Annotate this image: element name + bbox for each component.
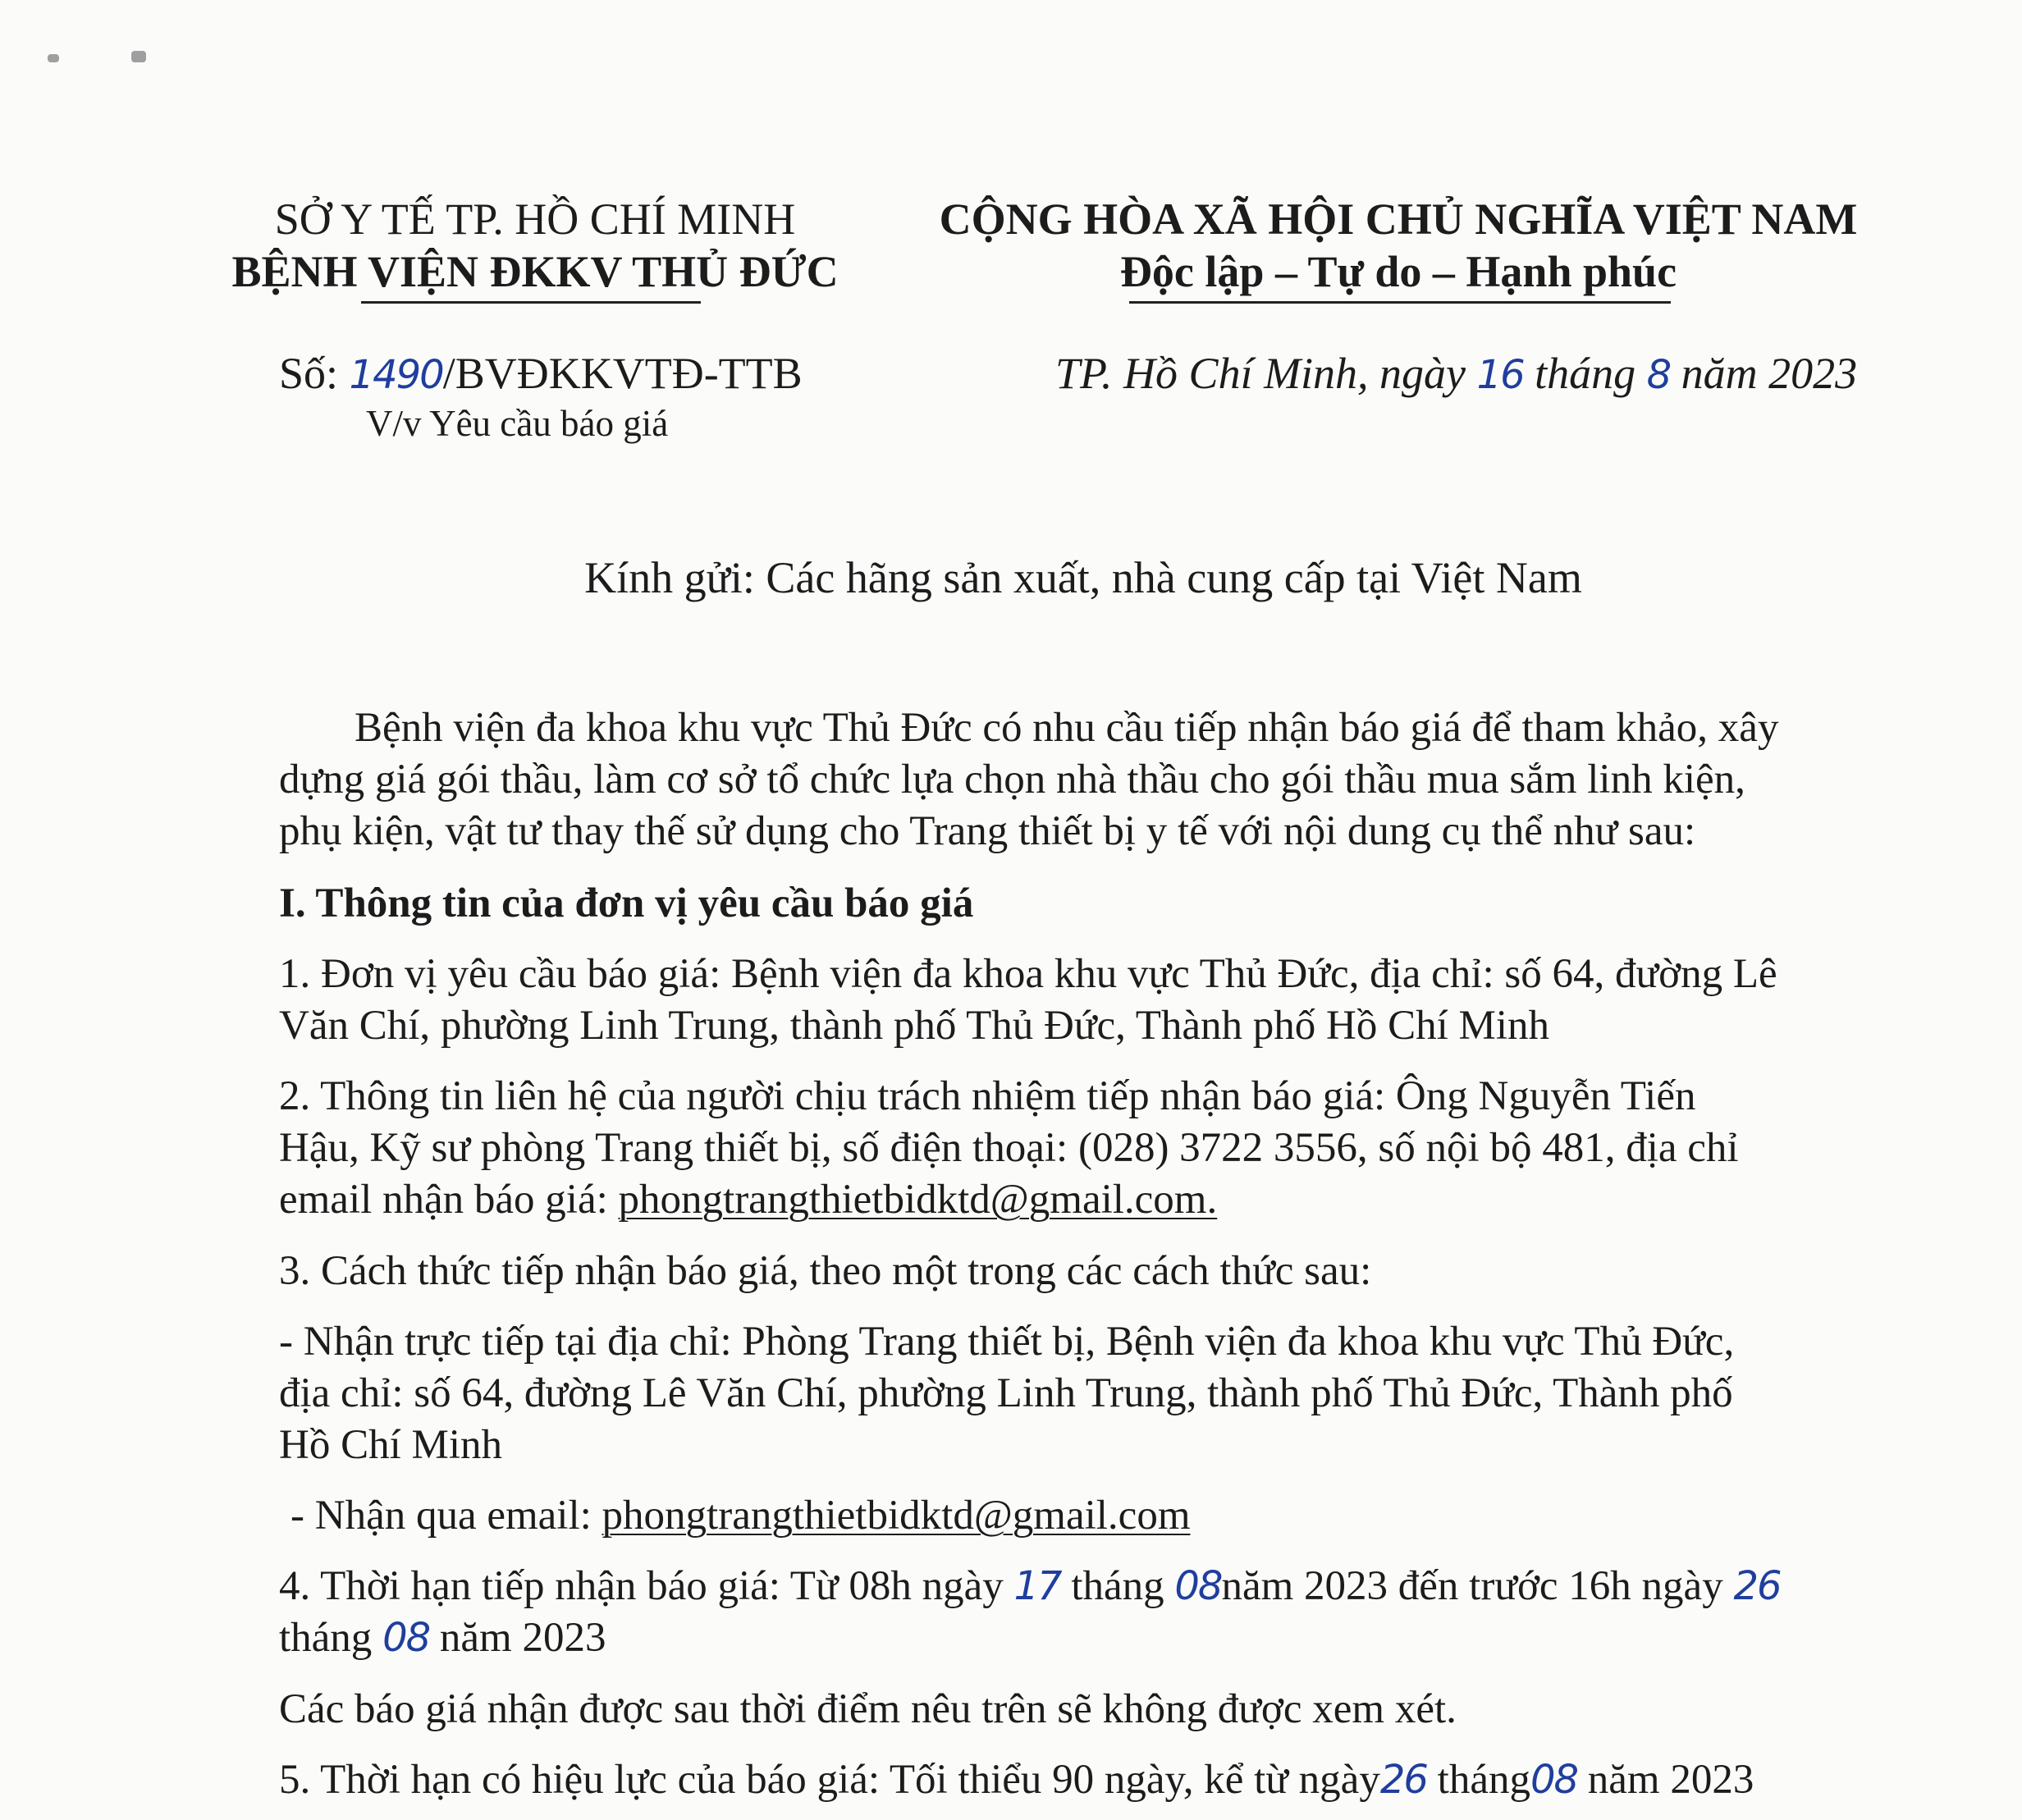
subject-line: V/v Yêu cầu báo giá <box>366 403 669 444</box>
intro-line-3: phụ kiện, vật tư thay thế sử dụng cho Trang thiết bị y tế với nội dung cụ thể như sau: <box>279 808 1696 854</box>
national-motto: Độc lập – Tự do – Hạnh phúc <box>1119 247 1677 296</box>
intro-line-1: Bệnh viện đa khoa khu vực Thủ Đức có nhu cầu tiếp nhận báo giá để tham khảo, xây <box>355 705 1779 751</box>
date-year: năm 2023 <box>1670 349 1858 398</box>
section-title: I. Thông tin của đơn vị yêu cầu báo giá <box>279 880 974 926</box>
note-line: Các báo giá nhận được sau thời điểm nêu trên sẽ không được xem xét. <box>279 1686 1457 1732</box>
item1-line-2: Văn Chí, phường Linh Trung, thành phố Thủ Đức, Thành phố Hồ Chí Minh <box>279 1003 1550 1049</box>
item4-day-from: 17 <box>1013 1563 1061 1609</box>
item4-line-2 <box>279 1612 606 1663</box>
item4-text-2: tháng <box>1060 1563 1175 1609</box>
item2-line-2: Hậu, Kỹ sư phòng Trang thiết bị, số điện thoại: (028) 3722 3556, số nội bộ 481, địa chỉ <box>279 1125 1739 1171</box>
date-day: 16 <box>1476 352 1524 398</box>
item4-text-1: 4. Thời hạn tiếp nhận báo giá: Từ 08h ngày <box>279 1563 1014 1609</box>
item2-line-1: 2. Thông tin liên hệ của người chịu trách nhiệm tiếp nhận báo giá: Ông Nguyễn Tiến <box>279 1073 1696 1119</box>
item4-text-3: năm 2023 đến trước 16h ngày <box>1221 1563 1734 1609</box>
item4-text-5: năm 2023 <box>429 1615 606 1661</box>
motto-underline <box>1129 301 1671 304</box>
recipient-line: Kính gửi: Các hãng sản xuất, nhà cung cấp tại Việt Nam <box>584 553 1582 602</box>
document-number <box>279 348 803 400</box>
item4-line-1 <box>279 1561 1781 1612</box>
item3-email-link[interactable]: phongtrangthietbidktd@gmail.com <box>602 1493 1191 1539</box>
doc-number-prefix: Số: <box>279 349 350 398</box>
item5-day: 26 <box>1379 1757 1427 1803</box>
date-line <box>1055 348 1857 400</box>
hospital-underline <box>361 301 701 304</box>
item3-direct-line-1: - Nhận trực tiếp tại địa chỉ: Phòng Trang thiết bị, Bệnh viện đa khoa khu vực Thủ Đức, <box>279 1319 1735 1365</box>
department-name: SỞ Y TẾ TP. HỒ CHÍ MINH <box>274 194 796 244</box>
scan-mark <box>131 51 146 62</box>
item5-line <box>279 1754 1754 1805</box>
item3-email-prefix: - Nhận qua email: <box>290 1493 602 1539</box>
item2-email-prefix: email nhận báo giá: <box>279 1177 619 1223</box>
item4-text-4: tháng <box>279 1615 383 1661</box>
item4-month-from: 08 <box>1174 1563 1222 1609</box>
country-name: CỘNG HÒA XÃ HỘI CHỦ NGHĨA VIỆT NAM <box>939 194 1858 244</box>
item5-text-1: 5. Thời hạn có hiệu lực của báo giá: Tối thiểu 90 ngày, kể từ ngày <box>279 1757 1380 1803</box>
item5-text-2: tháng <box>1426 1757 1530 1803</box>
date-month-label: tháng <box>1523 349 1647 398</box>
item3-line: 3. Cách thức tiếp nhận báo giá, theo một trong các cách thức sau: <box>279 1248 1372 1294</box>
item2-line-3 <box>279 1174 1217 1225</box>
date-month: 8 <box>1646 352 1671 398</box>
doc-number-handwritten: 1490 <box>349 352 443 398</box>
doc-number-suffix: /BVĐKKVTĐ-TTB <box>442 349 803 398</box>
date-prefix: TP. Hồ Chí Minh, ngày <box>1055 349 1477 398</box>
item5-month: 08 <box>1530 1757 1578 1803</box>
item4-month-to: 08 <box>382 1615 430 1661</box>
item4-day-to: 26 <box>1733 1563 1781 1609</box>
scan-mark <box>48 54 59 62</box>
item3-direct-line-3: Hồ Chí Minh <box>279 1422 503 1468</box>
item5-text-3: năm 2023 <box>1577 1757 1754 1803</box>
item3-direct-line-2: địa chỉ: số 64, đường Lê Văn Chí, phường Linh Trung, thành phố Thủ Đức, Thành phố <box>279 1370 1733 1416</box>
hospital-name: BỆNH VIỆN ĐKKV THỦ ĐỨC <box>231 247 839 296</box>
item1-line-1: 1. Đơn vị yêu cầu báo giá: Bệnh viện đa khoa khu vực Thủ Đức, địa chỉ: số 64, đường Lê <box>279 951 1777 997</box>
intro-line-2: dựng giá gói thầu, làm cơ sở tổ chức lựa chọn nhà thầu cho gói thầu mua sắm linh kiện, <box>279 757 1745 803</box>
item3-email-line <box>290 1490 1191 1541</box>
item2-email-link[interactable]: phongtrangthietbidktd@gmail.com. <box>618 1177 1218 1223</box>
